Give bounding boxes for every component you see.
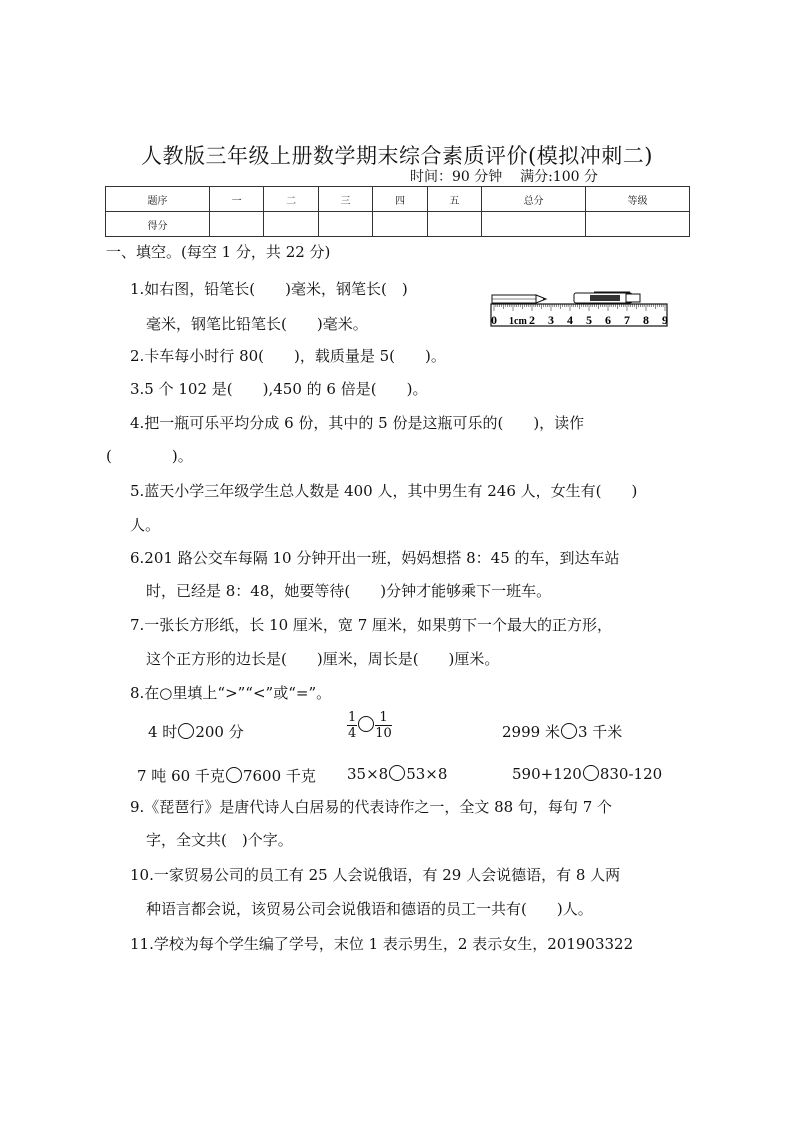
- ruler-label: 8: [643, 313, 649, 327]
- question-4-line-2: ( )。: [106, 447, 193, 465]
- ruler-label: 7: [624, 313, 630, 327]
- compare-right: 7600 千克: [242, 767, 316, 785]
- exam-info: 时间：90 分钟 满分:100 分: [410, 169, 598, 185]
- compare-left: 4 时: [148, 723, 178, 741]
- ruler-label: 9: [662, 313, 668, 327]
- compare-item-1: [148, 721, 244, 742]
- compare-item-3: [502, 721, 622, 742]
- question-2: 2.卡车每小时行 80( )，载质量是 5( )。: [130, 347, 446, 365]
- answer-circle[interactable]: [389, 765, 405, 781]
- compare-left: 7 吨 60 千克: [137, 767, 225, 785]
- question-1-line-2: 毫米，钢笔比铅笔长( )毫米。: [146, 315, 368, 333]
- compare-right: 53×8: [406, 765, 448, 783]
- fraction-one-tenth: [375, 710, 392, 741]
- question-10-line-1: 10.一家贸易公司的员工有 25 人会说俄语，有 29 人会说德语，有 8 人两: [130, 866, 621, 884]
- score-cell[interactable]: [264, 212, 318, 237]
- answer-circle[interactable]: [561, 723, 577, 739]
- answer-circle[interactable]: [226, 767, 242, 783]
- ruler-label: 3: [548, 313, 554, 327]
- score-cell[interactable]: [427, 212, 481, 237]
- ruler-label: 0: [491, 313, 497, 327]
- ruler-label: 2: [529, 313, 535, 327]
- pen-icon: [574, 292, 640, 303]
- compare-left: 2999 米: [502, 723, 560, 741]
- fraction-numerator: 1: [375, 710, 392, 726]
- header-cell: 三: [318, 187, 372, 212]
- ruler-label: 5: [586, 313, 592, 327]
- header-cell: 题序: [106, 187, 210, 212]
- compare-right: 3 千米: [577, 723, 623, 741]
- score-cell[interactable]: [373, 212, 427, 237]
- question-4-line-1: 4.把一瓶可乐平均分成 6 份，其中的 5 份是这瓶可乐的( )，读作: [130, 414, 585, 432]
- ruler-label: 4: [567, 313, 573, 327]
- question-11-line-1: 11.学校为每个学生编了学号，末位 1 表示男生，2 表示女生，201903322: [130, 935, 634, 953]
- score-cell[interactable]: [482, 212, 586, 237]
- answer-circle[interactable]: [178, 723, 194, 739]
- question-9-line-1: 9.《琵琶行》是唐代诗人白居易的代表诗作之一，全文 88 句，每句 7 个: [130, 798, 613, 816]
- row-label: 得分: [106, 212, 210, 237]
- compare-left: 590+120: [512, 765, 582, 783]
- question-6-line-2: 时，已经是 8：48，她要等待( )分钟才能够乘下一班车。: [146, 582, 552, 600]
- ruler-figure: [490, 290, 668, 330]
- header-cell: 等级: [586, 187, 690, 212]
- compare-item-4: [137, 765, 316, 786]
- question-3: 3.5 个 102 是( ),450 的 6 倍是( )。: [130, 380, 428, 398]
- header-cell: 四: [373, 187, 427, 212]
- compare-item-5: [347, 765, 447, 783]
- section-heading: 一、填空。(每空 1 分，共 22 分): [106, 243, 331, 261]
- question-1-line-1: 1.如右图，铅笔长( )毫米，钢笔长( ): [130, 280, 408, 298]
- header-cell: 总分: [482, 187, 586, 212]
- compare-right: 200 分: [195, 723, 244, 741]
- header-cell: 二: [264, 187, 318, 212]
- score-cell[interactable]: [209, 212, 263, 237]
- score-cell[interactable]: [586, 212, 690, 237]
- score-table-header-row: [106, 187, 690, 212]
- answer-circle[interactable]: [358, 716, 374, 732]
- score-table: [105, 186, 690, 237]
- question-9-line-2: 字，全文共( )个字。: [146, 831, 293, 849]
- header-cell: 五: [427, 187, 481, 212]
- compare-right: 830-120: [599, 765, 663, 783]
- score-cell[interactable]: [318, 212, 372, 237]
- ruler-label: 1cm: [509, 316, 527, 327]
- header-cell: 一: [209, 187, 263, 212]
- score-table-score-row: [106, 212, 690, 237]
- pencil-icon: [492, 295, 546, 303]
- question-7-line-1: 7.一张长方形纸，长 10 厘米，宽 7 厘米，如果剪下一个最大的正方形，: [130, 616, 613, 634]
- ruler-label: 6: [605, 313, 611, 327]
- question-8: 8.在○里填上“>”“<”或“=”。: [130, 684, 332, 702]
- fraction-numerator: 1: [348, 710, 357, 725]
- fraction-one-fourth: [347, 710, 357, 741]
- answer-circle[interactable]: [583, 765, 599, 781]
- question-5-line-2: 人。: [130, 516, 161, 534]
- question-7-line-2: 这个正方形的边长是( )厘米，周长是( )厘米。: [146, 650, 500, 668]
- question-10-line-2: 种语言都会说，该贸易公司会说俄语和德语的员工一共有( )人。: [146, 900, 593, 918]
- compare-item-6: [512, 765, 662, 783]
- fraction-denominator: 10: [375, 726, 392, 741]
- fraction-denominator: 4: [348, 726, 357, 741]
- page-title: 人教版三年级上册数学期末综合素质评价(模拟冲刺二): [141, 144, 653, 168]
- compare-left: 35×8: [347, 765, 389, 783]
- compare-item-2: [347, 710, 392, 741]
- question-5-line-1: 5.蓝天小学三年级学生总人数是 400 人，其中男生有 246 人，女生有( ): [130, 482, 638, 500]
- question-6-line-1: 6.201 路公交车每隔 10 分钟开出一班，妈妈想搭 8：45 的车，到达车站: [130, 549, 620, 567]
